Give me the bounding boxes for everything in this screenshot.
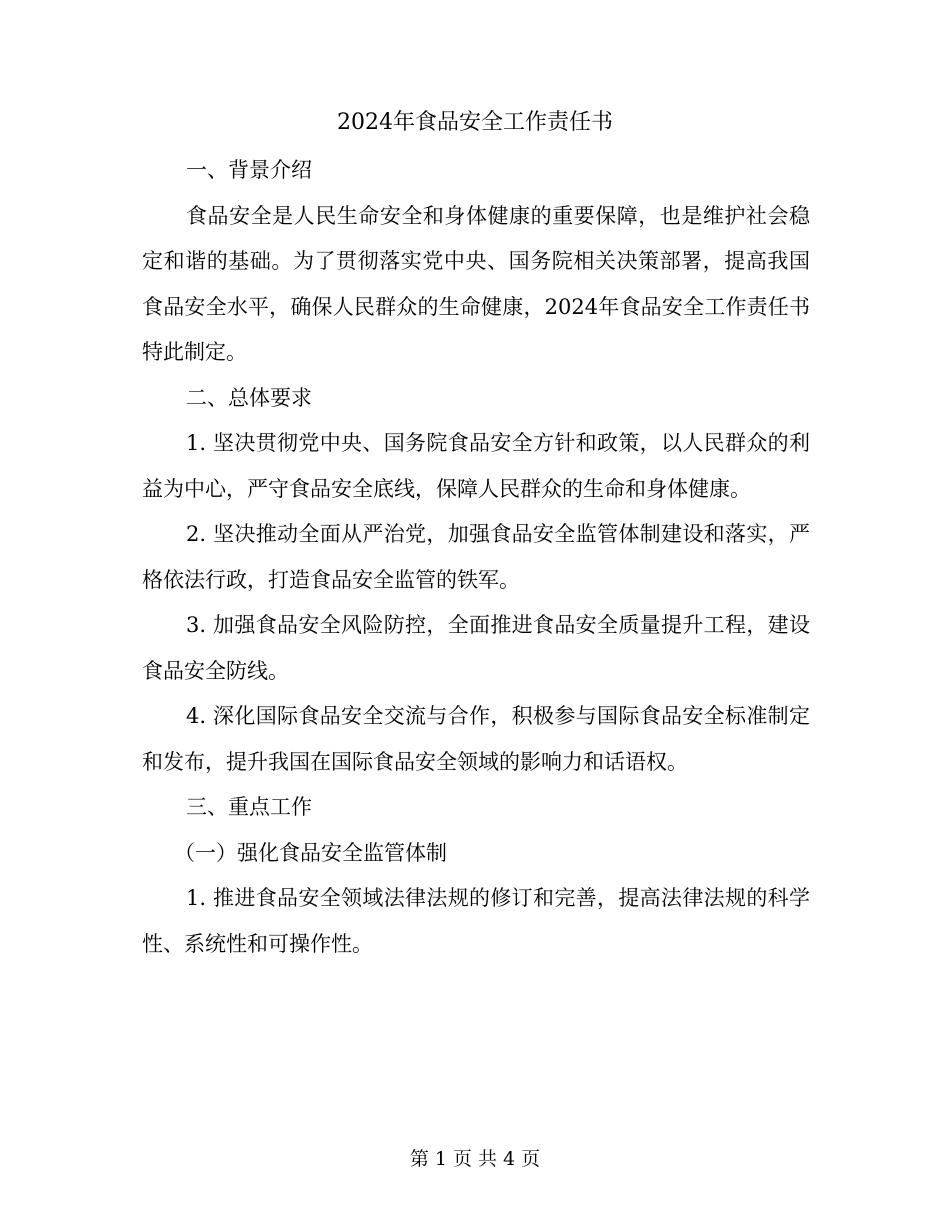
paragraph-background: 食品安全是人民生命安全和身体健康的重要保障，也是维护社会稳定和谐的基础。为了贯彻落实党中央、国务院相关决策部署，提高我国食品安全水平，确保人民群众的生命健康，2024年食品安全工作责任书特此制定。 [142, 203, 810, 364]
document-title: 2024年食品安全工作责任书 [337, 110, 613, 135]
section-heading-requirements: 二、总体要求 [186, 385, 312, 410]
page-number-footer: 第 1 页 共 4 页 [409, 1148, 541, 1170]
document-body [142, 148, 810, 967]
section-heading-key-work: 三、重点工作 [186, 795, 312, 819]
key-work-item-1: 1. 推进食品安全领域法律法规的修订和完善，提高法律法规的科学性、系统性和可操作性。 [142, 886, 810, 956]
requirement-item-4: 4. 深化国际食品安全交流与合作，积极参与国际食品安全标准制定和发布，提升我国在国际食品安全领域的影响力和话语权。 [142, 704, 810, 774]
requirement-item-1: 1. 坚决贯彻党中央、国务院食品安全方针和政策，以人民群众的利益为中心，严守食品安全底线，保障人民群众的生命和身体健康。 [142, 431, 810, 501]
subsection-heading-supervision: （一）强化食品安全监管体制 [174, 840, 447, 865]
section-heading-background: 一、背景介绍 [186, 158, 312, 182]
requirement-item-2: 2. 坚决推动全面从严治党，加强食品安全监管体制建设和落实，严格依法行政，打造食品安全监管的铁军。 [142, 522, 810, 592]
requirement-item-3: 3. 加强食品安全风险防控，全面推进食品安全质量提升工程，建设食品安全防线。 [142, 613, 810, 683]
